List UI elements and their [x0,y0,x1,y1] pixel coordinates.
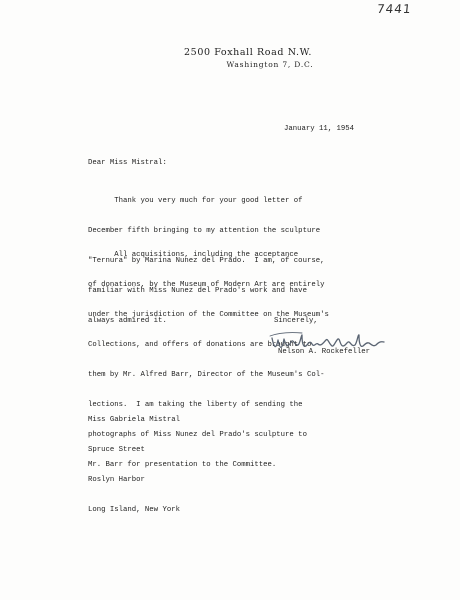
letter-date: January 11, 1954 [284,125,355,133]
body-line: photographs of Miss Nunez del Prado's sculpture to [88,431,307,439]
body-line: of donations, by the Museum of Modern Art are entirely [88,281,325,289]
body-line: familiar with Miss Nunez del Prado's work and have [88,287,307,295]
body-line: December fifth bringing to my attention the sculpture [88,227,321,235]
letterhead-street: 2500 Foxhall Road N.W. [184,47,312,58]
body-line: lections. I am taking the liberty of sending the [88,401,303,409]
closing: Sincerely, [274,317,318,325]
body-line: "Ternura" by Marina Nunez del Prado. I am, of course, [88,257,325,265]
recipient-address [88,395,180,535]
body-line: Collections, and offers of donations are brought to [88,341,312,349]
address-line: Spruce Street [88,446,145,454]
archive-number: 7441 [376,2,413,16]
address-line: Long Island, New York [88,506,180,514]
salutation: Dear Miss Mistral: [88,159,167,167]
letterhead-city: Washington 7, D.C. [226,60,314,69]
body-line: Thank you very much for your good letter of [88,197,303,205]
body-line: All acquisitions, including the acceptance [88,251,299,259]
address-line: Roslyn Harbor [88,476,145,484]
body-line: Mr. Barr for presentation to the Committee. [88,461,277,469]
body-line: always admired it. [88,317,167,325]
body-line: them by Mr. Alfred Barr, Director of the Museum's Col- [88,371,325,379]
signer-name: Nelson A. Rockefeller [278,348,370,356]
body-line: under the jurisdiction of the Committee on the Museum's [88,311,329,319]
address-line: Miss Gabriela Mistral [88,416,180,424]
